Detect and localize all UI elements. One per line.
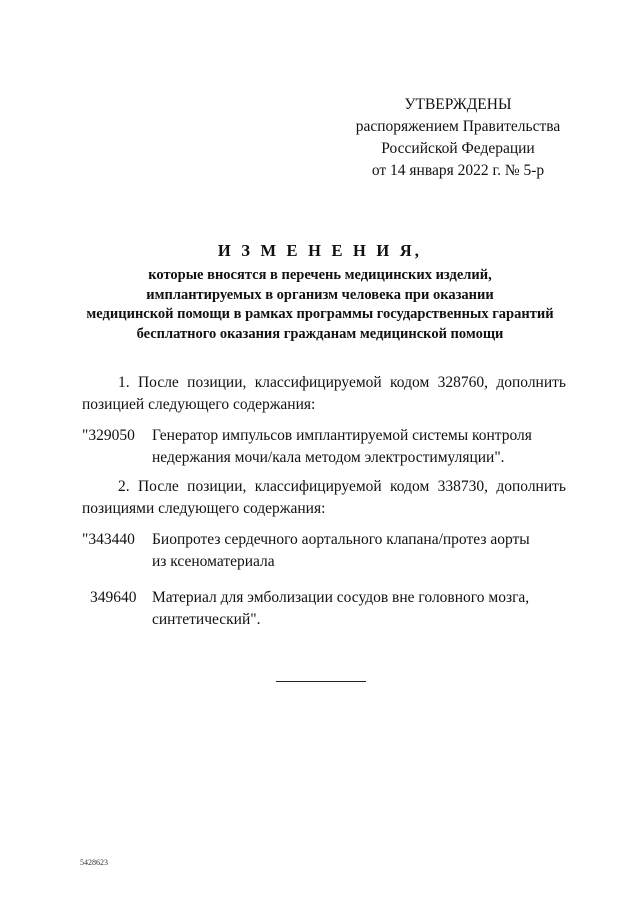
item-text: позициями следующего содержания: xyxy=(82,500,326,517)
description-line: недержания мочи/кала методом электростимуляции". xyxy=(152,449,505,466)
approval-stamp xyxy=(340,94,576,182)
approval-heading: УТВЕРЖДЕНЫ xyxy=(404,96,512,113)
position-description xyxy=(152,529,572,573)
description-line: Биопротез сердечного аортального клапана/протез аорты xyxy=(152,531,530,548)
description-line: Материал для эмболизации сосудов вне головного мозга, xyxy=(152,589,530,606)
subtitle-line: бесплатного оказания гражданам медицинской помощи xyxy=(136,325,504,342)
document-footer-code: 5428623 xyxy=(80,858,108,867)
position-code: "329050 xyxy=(82,427,135,444)
item-text: 2. После позиции, классифицируемой кодом 338730, дополнить xyxy=(118,478,566,495)
approval-line: распоряжением Правительства xyxy=(355,118,561,135)
position-code: 349640 xyxy=(90,589,137,606)
document-title: И З М Е Н Е Н И Я, xyxy=(217,241,423,260)
subtitle-line: которые вносятся в перечень медицинских изделий, xyxy=(148,267,492,283)
description-line: Генератор импульсов имплантируемой системы контроля xyxy=(152,427,532,444)
amendment-item-1 xyxy=(82,372,566,416)
document-subtitle xyxy=(60,266,580,344)
amendment-item-2 xyxy=(82,476,566,520)
approval-date-number: от 14 января 2022 г. № 5-р xyxy=(371,162,545,179)
position-description xyxy=(152,587,572,631)
subtitle-line: имплантируемых в организм человека при оказании xyxy=(146,286,494,303)
item-text: 1. После позиции, классифицируемой кодом 328760, дополнить xyxy=(118,374,566,391)
subtitle-line: медицинской помощи в рамках программы государственных гарантий xyxy=(86,306,554,322)
end-separator-line xyxy=(276,681,366,682)
description-line: синтетический". xyxy=(152,611,261,628)
item-text: позицией следующего содержания: xyxy=(82,396,316,413)
position-code: "343440 xyxy=(82,531,135,548)
description-line: из ксеноматериала xyxy=(152,553,275,570)
position-description xyxy=(152,425,572,469)
approval-line: Российской Федерации xyxy=(381,140,535,157)
